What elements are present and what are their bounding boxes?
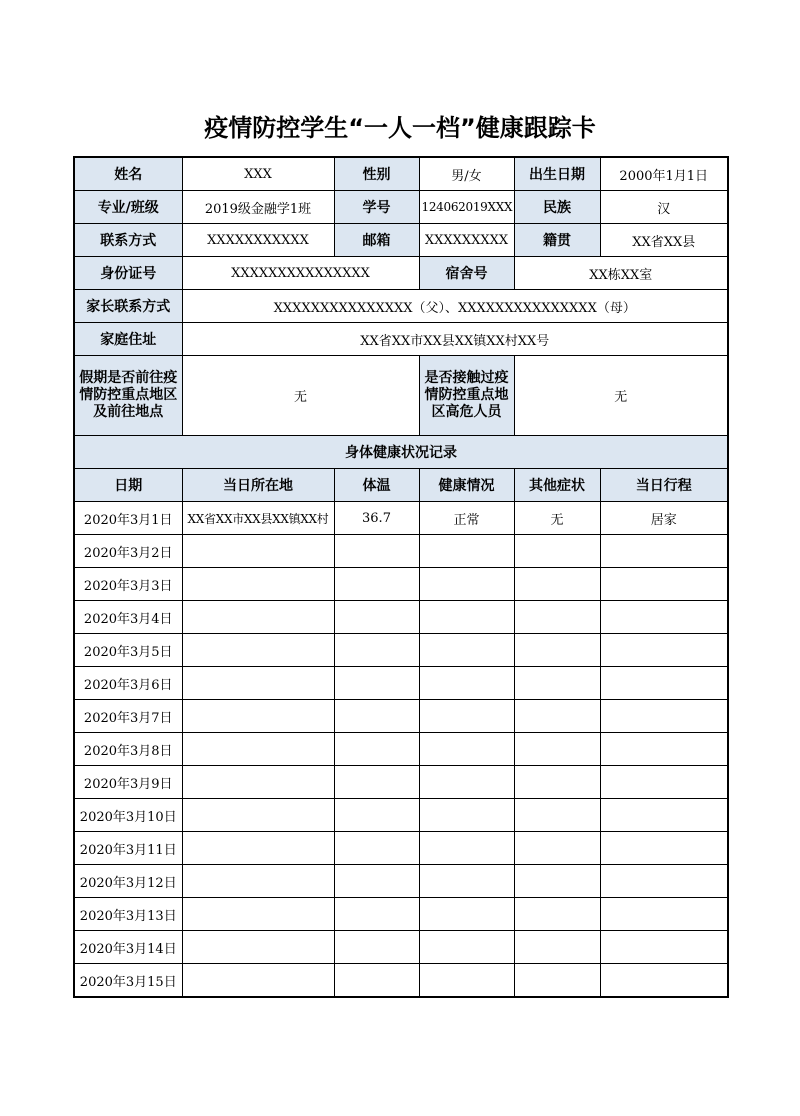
student-id-label: 学号 xyxy=(334,191,419,224)
record-date: 2020年3月1日 xyxy=(74,502,182,535)
gender-label: 性别 xyxy=(334,157,419,191)
record-trip[interactable] xyxy=(600,667,728,700)
record-location[interactable] xyxy=(182,964,334,998)
record-location[interactable] xyxy=(182,733,334,766)
table-row xyxy=(74,766,728,799)
record-location[interactable] xyxy=(182,799,334,832)
record-location[interactable] xyxy=(182,832,334,865)
record-symptoms[interactable] xyxy=(514,700,600,733)
record-trip[interactable]: 居家 xyxy=(600,502,728,535)
record-health[interactable] xyxy=(419,832,514,865)
record-symptoms[interactable] xyxy=(514,832,600,865)
record-health[interactable] xyxy=(419,898,514,931)
record-date: 2020年3月3日 xyxy=(74,568,182,601)
record-health[interactable] xyxy=(419,733,514,766)
name-label: 姓名 xyxy=(74,157,182,191)
record-location[interactable] xyxy=(182,766,334,799)
record-temperature[interactable]: 36.7 xyxy=(334,502,419,535)
column-header-health: 健康情况 xyxy=(419,469,514,502)
record-symptoms[interactable] xyxy=(514,898,600,931)
major-label: 专业/班级 xyxy=(74,191,182,224)
record-temperature[interactable] xyxy=(334,700,419,733)
record-temperature[interactable] xyxy=(334,898,419,931)
record-trip[interactable] xyxy=(600,700,728,733)
table-row xyxy=(74,634,728,667)
health-card-table xyxy=(73,156,729,998)
info-row xyxy=(74,224,728,257)
record-symptoms[interactable] xyxy=(514,799,600,832)
record-trip[interactable] xyxy=(600,931,728,964)
health-header-row xyxy=(74,469,728,502)
record-temperature[interactable] xyxy=(334,766,419,799)
record-temperature[interactable] xyxy=(334,964,419,998)
table-row xyxy=(74,568,728,601)
record-health[interactable] xyxy=(419,931,514,964)
record-date: 2020年3月13日 xyxy=(74,898,182,931)
record-location[interactable] xyxy=(182,601,334,634)
info-row xyxy=(74,356,728,436)
record-date: 2020年3月15日 xyxy=(74,964,182,998)
idcard-value[interactable]: XXXXXXXXXXXXXXX xyxy=(182,257,419,290)
info-row xyxy=(74,290,728,323)
record-trip[interactable] xyxy=(600,733,728,766)
dorm-value[interactable]: XX栋XX室 xyxy=(514,257,728,290)
ethnic-label: 民族 xyxy=(514,191,600,224)
origin-value[interactable]: XX省XX县 xyxy=(600,224,728,257)
major-value[interactable]: 2019级金融学1班 xyxy=(182,191,334,224)
record-location[interactable]: XX省XX市XX县XX镇XX村 xyxy=(182,502,334,535)
record-health[interactable]: 正常 xyxy=(419,502,514,535)
record-symptoms[interactable] xyxy=(514,865,600,898)
record-date: 2020年3月2日 xyxy=(74,535,182,568)
table-row xyxy=(74,799,728,832)
info-row xyxy=(74,191,728,224)
info-row xyxy=(74,257,728,290)
record-health[interactable] xyxy=(419,634,514,667)
record-symptoms[interactable] xyxy=(514,733,600,766)
record-temperature[interactable] xyxy=(334,733,419,766)
record-symptoms[interactable] xyxy=(514,667,600,700)
parent-contact-value[interactable]: XXXXXXXXXXXXXXX（父）、XXXXXXXXXXXXXXX（母） xyxy=(182,290,728,323)
table-row xyxy=(74,931,728,964)
record-health[interactable] xyxy=(419,700,514,733)
table-row xyxy=(74,502,728,535)
record-date: 2020年3月5日 xyxy=(74,634,182,667)
record-date: 2020年3月7日 xyxy=(74,700,182,733)
record-health[interactable] xyxy=(419,766,514,799)
table-row xyxy=(74,865,728,898)
address-label: 家庭住址 xyxy=(74,323,182,356)
visited-area-value[interactable]: 无 xyxy=(182,356,419,436)
record-trip[interactable] xyxy=(600,766,728,799)
contact-value[interactable]: XXXXXXXXXXX xyxy=(182,224,334,257)
record-location[interactable] xyxy=(182,535,334,568)
record-health[interactable] xyxy=(419,865,514,898)
column-header-trip: 当日行程 xyxy=(600,469,728,502)
record-health[interactable] xyxy=(419,964,514,998)
record-health[interactable] xyxy=(419,667,514,700)
email-label: 邮箱 xyxy=(334,224,419,257)
record-symptoms[interactable] xyxy=(514,634,600,667)
record-date: 2020年3月4日 xyxy=(74,601,182,634)
record-trip[interactable] xyxy=(600,898,728,931)
record-symptoms[interactable] xyxy=(514,964,600,998)
visited-area-label: 假期是否前往疫情防控重点地区及前往地点 xyxy=(74,356,182,436)
page-title: 疫情防控学生“一人一档”健康跟踪卡 xyxy=(204,114,596,142)
record-date: 2020年3月9日 xyxy=(74,766,182,799)
record-symptoms[interactable] xyxy=(514,601,600,634)
record-temperature[interactable] xyxy=(334,568,419,601)
ethnic-value[interactable]: 汉 xyxy=(600,191,728,224)
record-trip[interactable] xyxy=(600,601,728,634)
record-date: 2020年3月11日 xyxy=(74,832,182,865)
record-symptoms[interactable] xyxy=(514,535,600,568)
origin-label: 籍贯 xyxy=(514,224,600,257)
birth-value[interactable]: 2000年1月1日 xyxy=(600,157,728,191)
birth-label: 出生日期 xyxy=(514,157,600,191)
record-location[interactable] xyxy=(182,865,334,898)
record-symptoms[interactable] xyxy=(514,766,600,799)
record-temperature[interactable] xyxy=(334,931,419,964)
dorm-label: 宿舍号 xyxy=(419,257,514,290)
record-location[interactable] xyxy=(182,931,334,964)
record-symptoms[interactable] xyxy=(514,931,600,964)
parent-contact-label: 家长联系方式 xyxy=(74,290,182,323)
record-health[interactable] xyxy=(419,535,514,568)
record-trip[interactable] xyxy=(600,568,728,601)
record-location[interactable] xyxy=(182,700,334,733)
record-health[interactable] xyxy=(419,568,514,601)
column-header-temperature: 体温 xyxy=(334,469,419,502)
record-trip[interactable] xyxy=(600,964,728,998)
record-date: 2020年3月12日 xyxy=(74,865,182,898)
record-date: 2020年3月10日 xyxy=(74,799,182,832)
record-location[interactable] xyxy=(182,568,334,601)
info-row xyxy=(74,323,728,356)
table-row xyxy=(74,700,728,733)
table-row xyxy=(74,733,728,766)
table-row xyxy=(74,832,728,865)
address-value[interactable]: XX省XX市XX县XX镇XX村XX号 xyxy=(182,323,728,356)
email-value[interactable]: XXXXXXXXX xyxy=(419,224,514,257)
health-section-title: 身体健康状况记录 xyxy=(74,436,728,469)
record-date: 2020年3月14日 xyxy=(74,931,182,964)
table-row xyxy=(74,667,728,700)
gender-value[interactable]: 男/女 xyxy=(419,157,514,191)
record-temperature[interactable] xyxy=(334,865,419,898)
record-temperature[interactable] xyxy=(334,832,419,865)
column-header-date: 日期 xyxy=(74,469,182,502)
table-row xyxy=(74,535,728,568)
table-row xyxy=(74,964,728,998)
record-temperature[interactable] xyxy=(334,601,419,634)
record-symptoms[interactable]: 无 xyxy=(514,502,600,535)
record-temperature[interactable] xyxy=(334,634,419,667)
contact-risk-label: 是否接触过疫情防控重点地区高危人员 xyxy=(419,356,514,436)
record-trip[interactable] xyxy=(600,832,728,865)
idcard-label: 身份证号 xyxy=(74,257,182,290)
record-trip[interactable] xyxy=(600,799,728,832)
record-location[interactable] xyxy=(182,667,334,700)
column-header-location: 当日所在地 xyxy=(182,469,334,502)
table-row xyxy=(74,898,728,931)
name-value[interactable]: XXX xyxy=(182,157,334,191)
contact-label: 联系方式 xyxy=(74,224,182,257)
student-id-value[interactable]: 124062019XXX xyxy=(419,191,514,224)
record-location[interactable] xyxy=(182,634,334,667)
record-trip[interactable] xyxy=(600,535,728,568)
record-health[interactable] xyxy=(419,601,514,634)
record-date: 2020年3月6日 xyxy=(74,667,182,700)
info-row xyxy=(74,157,728,191)
contact-risk-value[interactable]: 无 xyxy=(514,356,728,436)
record-location[interactable] xyxy=(182,898,334,931)
record-trip[interactable] xyxy=(600,865,728,898)
record-temperature[interactable] xyxy=(334,799,419,832)
record-trip[interactable] xyxy=(600,634,728,667)
section-title-row xyxy=(74,436,728,469)
record-health[interactable] xyxy=(419,799,514,832)
record-symptoms[interactable] xyxy=(514,568,600,601)
column-header-symptoms: 其他症状 xyxy=(514,469,600,502)
record-temperature[interactable] xyxy=(334,667,419,700)
table-row xyxy=(74,601,728,634)
record-date: 2020年3月8日 xyxy=(74,733,182,766)
record-temperature[interactable] xyxy=(334,535,419,568)
